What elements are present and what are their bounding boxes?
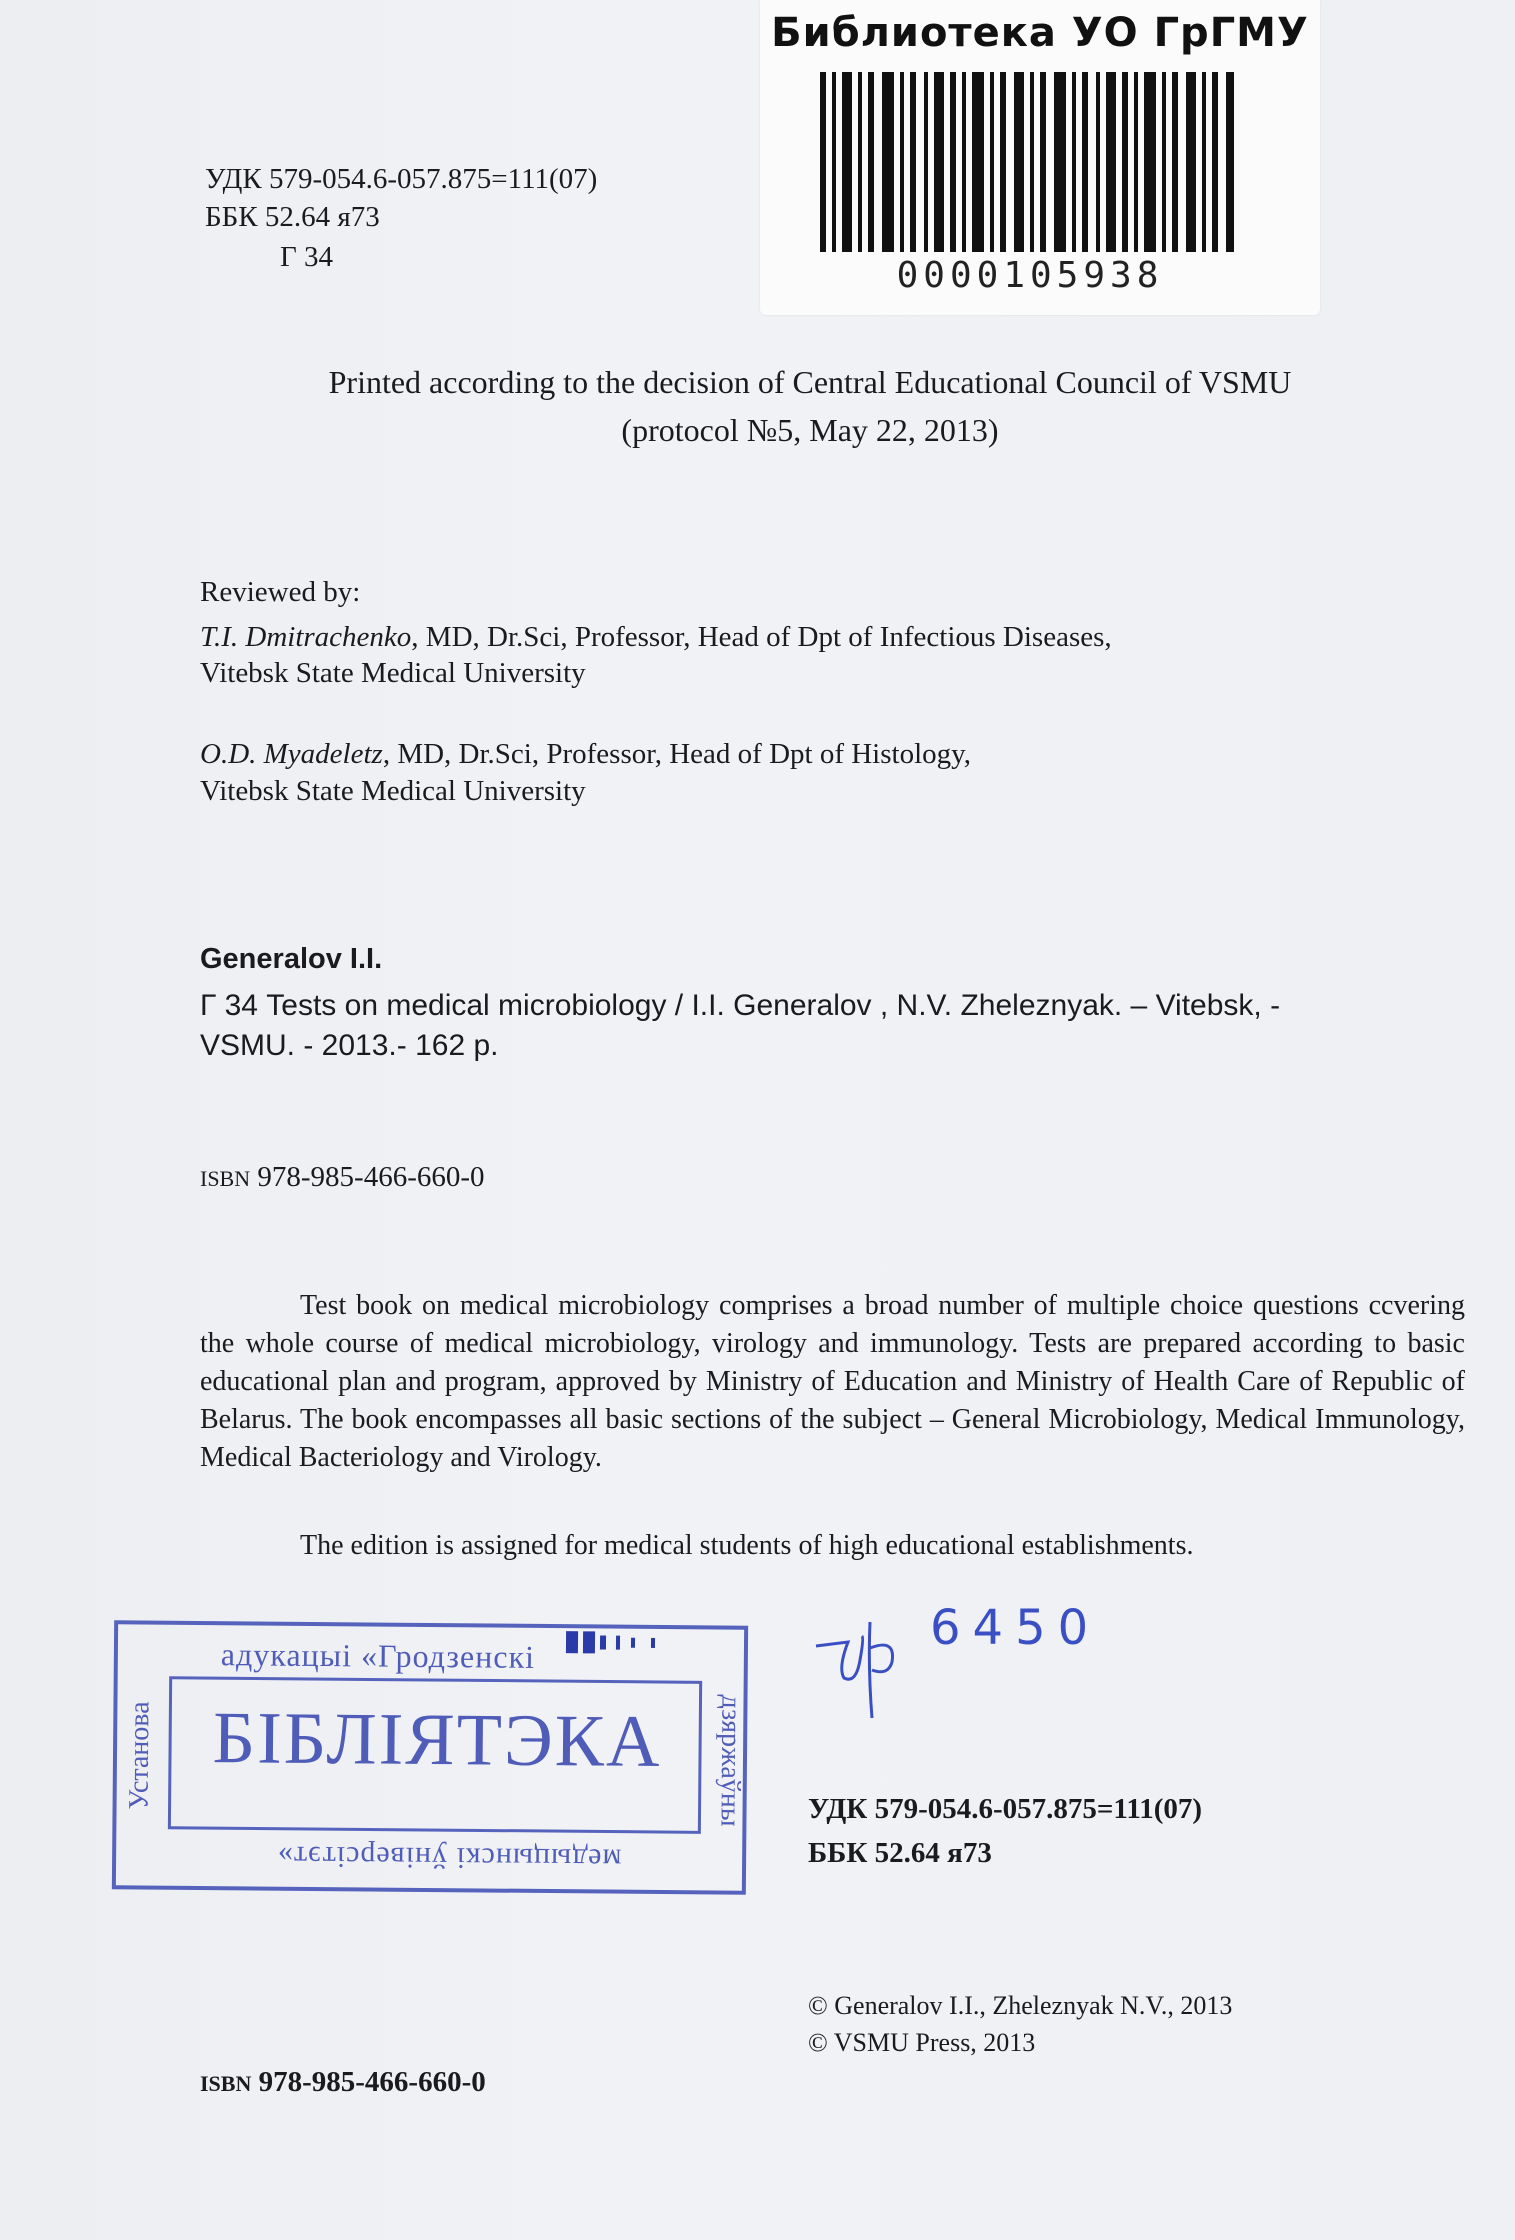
reviewed-heading: Reviewed by:: [200, 576, 361, 608]
code-top: Г 34: [280, 241, 334, 273]
barcode-number: 0000105938: [896, 255, 1164, 296]
isbn-top-label: ISBN: [200, 1166, 251, 1191]
copyright-line2: © VSMU Press, 2013: [808, 2028, 1036, 2057]
isbn-bottom: [200, 2063, 486, 2103]
description-audience: The edition is assigned for medical students of high educational establishments.: [300, 1530, 1194, 1561]
isbn-bottom-label: ISBN: [200, 2071, 252, 2096]
reviewer-2-title: , MD, Dr.Sci, Professor, Head of Dpt of Histology,: [382, 738, 971, 770]
reviewer-1-name: T.I. Dmitrachenko: [200, 621, 412, 653]
bbk-top: ББК 52.64 я73: [205, 201, 380, 233]
isbn-top-value: 978-985-466-660-0: [257, 1161, 485, 1193]
stamp-top-text: адукацыі «Гродзенскі: [220, 1636, 536, 1675]
reviewer-1: [200, 618, 1112, 656]
reviewer-2-university: Vitebsk State Medical University: [200, 775, 586, 807]
isbn-top: [200, 1158, 485, 1198]
library-label-title: Библиотека УО ГрГМУ: [771, 10, 1309, 56]
stamp-bottom-text: медыцынскі ўніверсітэт»: [276, 1839, 622, 1876]
inventory-number: 6450: [930, 1600, 1101, 1656]
description-paragraph: [200, 1287, 1465, 1477]
udk-top: УДК 579-054.6-057.875=111(07): [205, 163, 598, 195]
book-entry-line2: VSMU. - 2013.- 162 p.: [200, 1029, 499, 1062]
copyright-line1: © Generalov I.I., Zheleznyak N.V., 2013: [808, 1991, 1233, 2020]
udk-bottom: УДК 579-054.6-057.875=111(07): [808, 1793, 1203, 1825]
reviewer-2-name: O.D. Myadeletz: [200, 738, 383, 770]
printed-decision-line2: (protocol №5, May 22, 2013): [621, 412, 999, 448]
handwritten-mark: [808, 1608, 918, 1728]
reviewer-1-university: Vitebsk State Medical University: [200, 657, 586, 689]
description-text: Test book on medical microbiology comprises a broad number of multiple choice questions ccvering the whole course of medical microbiology, virology and immunology. Tests are prepared according to basic educational plan and program, approved by Ministry of Education and Ministry of Health Care of Republic of Belarus. The book encompasses all basic sections of the subject – General Microbiology, Medical Immunology, Medical Bacteriology and Virology.: [200, 1290, 1465, 1473]
barcode-graphic: [820, 72, 1240, 252]
library-barcode-label: [760, 0, 1320, 315]
isbn-bottom-value: 978-985-466-660-0: [258, 2066, 486, 2098]
stamp-right-text: дзяржаўны: [714, 1694, 747, 1827]
library-stamp: [109, 1617, 751, 1898]
reviewer-2: [200, 735, 971, 773]
printed-decision-line1: Printed according to the decision of Central Educational Council of VSMU: [328, 364, 1292, 400]
stamp-main-text: БІБЛІЯТЭКА: [212, 1697, 662, 1784]
reviewer-1-title: , MD, Dr.Sci, Professor, Head of Dpt of Infectious Diseases,: [411, 621, 1112, 653]
stamp-left-text: Установа: [123, 1701, 156, 1810]
bbk-bottom: ББК 52.64 я73: [808, 1837, 992, 1869]
book-author: Generalov I.I.: [200, 943, 383, 975]
book-entry-line1: Г 34 Tests on medical microbiology / I.I. Generalov , N.V. Zheleznyak. – Vitebsk, -: [200, 989, 1281, 1022]
